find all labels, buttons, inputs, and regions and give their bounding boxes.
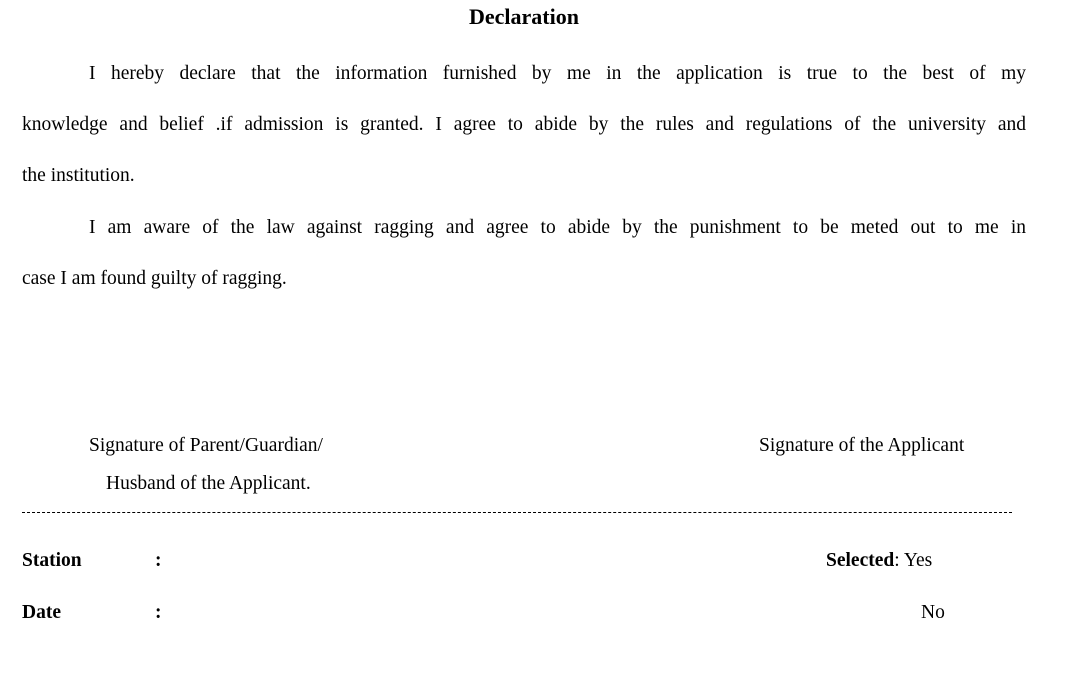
selected-colon: : <box>894 550 900 571</box>
declaration-paragraph-2-line-1: I am aware of the law against ragging and agree to abide by the punishment to be meted out to me in <box>89 217 1026 238</box>
station-colon: : <box>155 550 162 571</box>
selected-label: Selected <box>826 550 895 571</box>
selected-field <box>826 548 932 574</box>
parent-signature-label-line-1: Signature of Parent/Guardian/ <box>89 435 323 456</box>
declaration-paragraph-1-line-3: the institution. <box>22 165 135 186</box>
selected-option-yes: Yes <box>903 550 933 571</box>
date-colon: : <box>155 602 162 623</box>
date-label: Date <box>22 602 61 623</box>
dashed-separator <box>22 512 1012 513</box>
selected-option-no: No <box>921 602 945 623</box>
page-title: Declaration <box>469 4 579 29</box>
declaration-paragraph-2-line-2: case I am found guilty of ragging. <box>22 268 287 289</box>
declaration-paragraph-1-line-2: knowledge and belief .if admission is granted. I agree to abide by the rules and regulations of the university and <box>22 114 1026 135</box>
station-label: Station <box>22 550 82 571</box>
parent-signature-label-line-2: Husband of the Applicant. <box>106 473 311 494</box>
applicant-signature-label: Signature of the Applicant <box>759 435 965 456</box>
declaration-paragraph-1-line-1: I hereby declare that the information furnished by me in the application is true to the best of my <box>89 63 1026 84</box>
